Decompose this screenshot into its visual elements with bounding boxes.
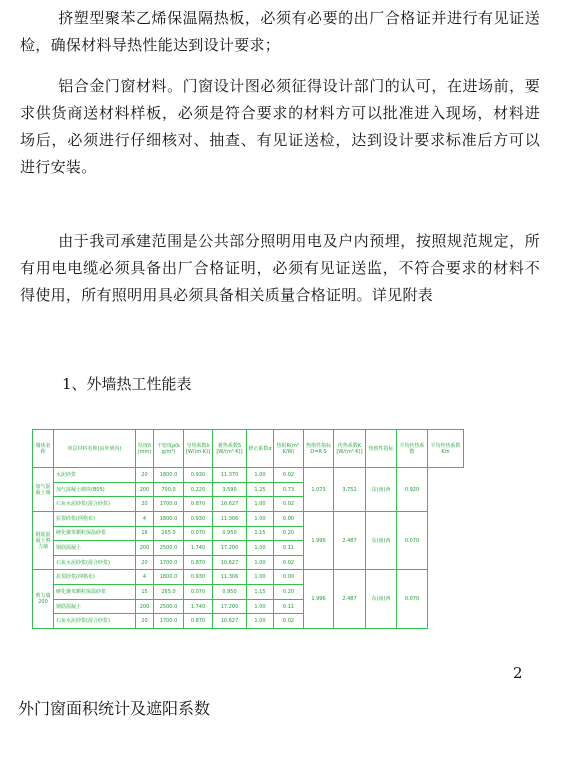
- wall-name: 剪力墙200: [33, 570, 54, 629]
- header-cell: 干密度ρ(kg/m³): [154, 430, 184, 468]
- total-km: 0.920: [397, 468, 428, 512]
- wall-thermal-table: [32, 429, 464, 629]
- header-cell: 热惰性指标: [366, 430, 397, 468]
- total-orientation: 东(南)西: [366, 512, 397, 570]
- total-k: 3.752: [334, 468, 366, 512]
- table-heading: 1、外墙热工性能表: [62, 375, 192, 393]
- header-cell: 蓄热系数S[W/(m²·K)]: [213, 430, 247, 468]
- total-km: 0.070: [397, 512, 428, 570]
- total-d: 1.073: [304, 468, 334, 512]
- total-d: 1.996: [304, 512, 334, 570]
- header-cell: 单层材料名称(由外到内): [54, 430, 136, 468]
- total-k: 2.487: [334, 512, 366, 570]
- page-number: 2: [513, 664, 523, 682]
- total-orientation: 东(南)西: [366, 468, 397, 512]
- header-cell: 热惰性指标D=R·S: [304, 430, 334, 468]
- header-cell: 传热系数K[W/(m²·K)]: [334, 430, 366, 468]
- table-row: 钢筋混凝土剪力墙 抗裂砂浆(网格布) 4 1800.0 0.930 11.306 1.00 0.00 1.996 2.487 东(南)西 0.070: [33, 512, 464, 527]
- header-cell: 平均传热系数: [397, 430, 428, 468]
- wall-name: 加气混凝土墙: [33, 468, 54, 512]
- header-cell: 修正系数α: [247, 430, 274, 468]
- table-header-row: [33, 430, 464, 468]
- table-row: 石灰水泥砂浆(混合砂浆) 20 1700.0 0.870 10.627 1.00 0.02: [33, 555, 464, 570]
- table-row: 硬化聚苯颗粒保温砂浆 16 265.0 0.070 0.950 1.15 0.20: [33, 526, 464, 541]
- total-k: 2.487: [334, 570, 366, 629]
- header-cell: 墙体名称: [33, 430, 54, 468]
- table-row: 石灰水泥砂浆(混合砂浆) 20 1700.0 0.870 10.627 1.00 0.02: [33, 614, 464, 629]
- section-title: 外门窗面积统计及遮阳系数: [18, 699, 211, 718]
- table-row: 剪力墙200 抗裂砂浆(网格布) 4 1800.0 0.930 11.306 1.00 0.00 1.996 2.487 东(南)西 0.070: [33, 570, 464, 585]
- header-cell: 导热系数λ[W/(m·K)]: [184, 430, 213, 468]
- paragraph-insulation-board: 挤塑型聚苯乙烯保温隔热板，必须有必要的出厂合格证并进行有见证送检，确保材料导热性能达到设计要求；: [20, 9, 540, 54]
- total-orientation: 东(南)西: [366, 570, 397, 629]
- table-row: 加气混凝土墙 水泥砂浆 20 1800.0 0.930 11.370 1.00 0.02 1.073 3.752 东(南)西 0.920: [33, 468, 464, 483]
- table-row: 石灰水泥砂浆(混合砂浆) 20 1700.0 0.870 10.627 1.00 0.02: [33, 497, 464, 512]
- paragraph-aluminum-windows: 铝合金门窗材料。门窗设计图必须征得设计部门的认可，在进场前，要求供货商送材料样板，必须是符合要求的材料方可以批准进入现场，材料进场后，必须进行仔细核对、抽查、有见证送检，达到设计要求标准后方可以进行安装。: [20, 77, 540, 176]
- total-km: 0.070: [397, 570, 428, 629]
- table-row: 钢筋混凝土 200 2500.0 1.740 17.200 1.00 0.11: [33, 541, 464, 556]
- table-row: 硬化聚苯颗粒保温砂浆 15 265.0 0.070 0.950 1.15 0.20: [33, 585, 464, 600]
- table-row: 钢筋混凝土 200 2500.0 1.740 17.200 1.00 0.11: [33, 599, 464, 614]
- header-cell: 热阻R(m²·K/W): [274, 430, 304, 468]
- table-row: 加气混凝土砌块(B05) 200 700.0 0.220 3.590 1.25 0.73: [33, 482, 464, 497]
- total-d: 1.996: [304, 570, 334, 629]
- paragraph-electrical: 由于我司承建范围是公共部分照明用电及户内预埋，按照规范规定，所有用电电缆必须具备出厂合格证明，必须有见证送监，不符合要求的材料不得使用，所有照明用具必须具备相关质量合格证明。详见附表: [20, 232, 540, 304]
- header-cell: 平均传热系数Km: [428, 430, 464, 468]
- wall-name: 钢筋混凝土剪力墙: [33, 512, 54, 570]
- header-cell: 厚度δ(mm): [136, 430, 154, 468]
